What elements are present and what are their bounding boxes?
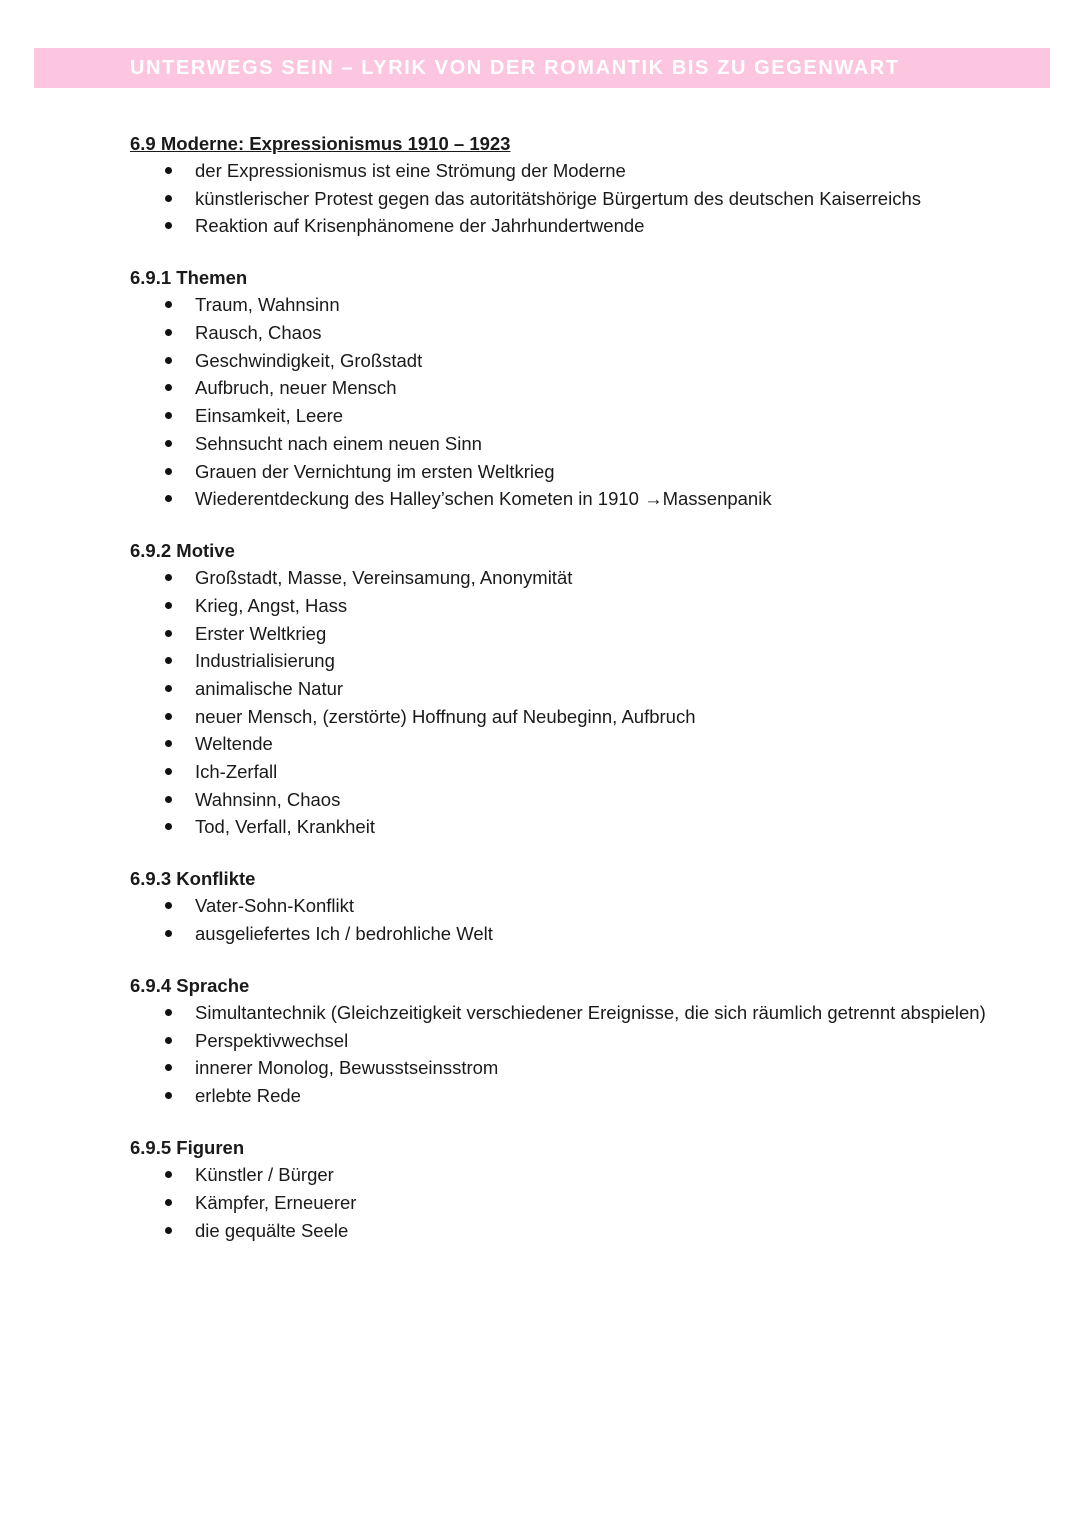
list-item xyxy=(130,731,990,758)
list-item-text: Künstler / Bürger xyxy=(195,1164,334,1186)
bullet-list xyxy=(130,893,990,947)
list-item-text: neuer Mensch, (zerstörte) Hoffnung auf Neubeginn, Aufbruch xyxy=(195,705,696,727)
list-item xyxy=(130,1162,990,1189)
bullet-icon xyxy=(165,768,172,775)
list-item-text: Reaktion auf Krisenphänomene der Jahrhundertwende xyxy=(195,215,645,237)
list-item xyxy=(130,348,990,375)
list-item-text: Kämpfer, Erneuerer xyxy=(195,1191,357,1213)
list-item-text: Perspektivwechsel xyxy=(195,1029,349,1051)
list-item xyxy=(130,648,990,675)
section-konflikte xyxy=(130,865,990,947)
list-item-text: Simultantechnik (Gleichzeitigkeit verschiedener Ereignisse, die sich räumlich getrennt abspielen) xyxy=(195,1002,986,1024)
list-item-text: ausgeliefertes Ich / bedrohliche Welt xyxy=(195,923,493,945)
bullet-icon xyxy=(165,468,172,475)
list-item xyxy=(130,676,990,703)
section-expressionismus xyxy=(130,130,990,240)
section-heading: 6.9 Moderne: Expressionismus 1910 – 1923 xyxy=(130,133,511,154)
bullet-icon xyxy=(165,167,172,174)
document-body xyxy=(130,130,990,1269)
section-figuren xyxy=(130,1134,990,1244)
list-item-text: die gequälte Seele xyxy=(195,1219,349,1241)
list-item-text: Tod, Verfall, Krankheit xyxy=(195,816,375,838)
list-item-text: Ich-Zerfall xyxy=(195,761,278,782)
list-item-text: der Expressionismus ist eine Strömung der Moderne xyxy=(195,160,626,181)
list-item-text: Geschwindigkeit, Großstadt xyxy=(195,349,423,371)
list-item-text: Grauen der Vernichtung im ersten Weltkrieg xyxy=(195,460,555,482)
bullet-icon xyxy=(165,357,172,364)
list-item-text: Wiederentdeckung des Halley’schen Kometen in 1910 →Massenpanik xyxy=(195,488,772,510)
bullet-icon xyxy=(165,1227,172,1234)
list-item xyxy=(130,565,990,592)
list-item-text: innerer Monolog, Bewusstseinsstrom xyxy=(195,1057,499,1079)
bullet-icon xyxy=(165,1037,172,1044)
bullet-icon xyxy=(165,823,172,830)
list-item xyxy=(130,759,990,786)
list-item xyxy=(130,787,990,814)
list-item xyxy=(130,1190,990,1217)
list-item xyxy=(130,292,990,319)
list-item xyxy=(130,213,990,240)
bullet-icon xyxy=(165,222,172,229)
list-item xyxy=(130,593,990,620)
bullet-icon xyxy=(165,1171,172,1178)
list-item xyxy=(130,459,990,486)
list-item-text: Vater-Sohn-Konflikt xyxy=(195,895,355,917)
list-item xyxy=(130,1028,990,1055)
bullet-icon xyxy=(165,329,172,336)
bullet-icon xyxy=(165,740,172,747)
bullet-icon xyxy=(165,301,172,308)
bullet-icon xyxy=(165,574,172,581)
list-item-text: Wahnsinn, Chaos xyxy=(195,788,341,810)
header-title: UNTERWEGS SEIN – LYRIK VON DER ROMANTIK BIS ZU GEGENWART xyxy=(130,57,900,79)
bullet-icon xyxy=(165,195,172,202)
section-heading: 6.9.1 Themen xyxy=(130,267,248,289)
section-heading: 6.9.5 Figuren xyxy=(130,1137,245,1159)
list-item xyxy=(130,814,990,841)
list-item xyxy=(130,186,990,213)
list-item-text: Aufbruch, neuer Mensch xyxy=(195,377,397,399)
list-item-text: animalische Natur xyxy=(195,677,344,699)
list-item xyxy=(130,1218,990,1245)
bullet-icon xyxy=(165,384,172,391)
section-motive xyxy=(130,537,990,841)
bullet-icon xyxy=(165,685,172,692)
bullet-list xyxy=(130,1000,990,1110)
list-item-text: Erster Weltkrieg xyxy=(195,622,327,644)
bullet-icon xyxy=(165,412,172,419)
bullet-icon xyxy=(165,630,172,637)
list-item xyxy=(130,1083,990,1110)
section-themen xyxy=(130,264,990,512)
bullet-list xyxy=(130,158,990,240)
list-item xyxy=(130,621,990,648)
list-item-text: Großstadt, Masse, Vereinsamung, Anonymität xyxy=(195,567,573,589)
list-item xyxy=(130,375,990,402)
list-item-text: Einsamkeit, Leere xyxy=(195,405,344,427)
section-heading: 6.9.3 Konflikte xyxy=(130,868,256,890)
list-item xyxy=(130,158,990,185)
list-item-text: Weltende xyxy=(195,733,273,755)
bullet-list xyxy=(130,292,990,512)
list-item xyxy=(130,320,990,347)
section-heading: 6.9.2 Motive xyxy=(130,540,235,562)
list-item xyxy=(130,1000,990,1027)
list-item-text: Traum, Wahnsinn xyxy=(195,294,340,316)
list-item xyxy=(130,431,990,458)
bullet-icon xyxy=(165,1009,172,1016)
bullet-icon xyxy=(165,713,172,720)
bullet-list xyxy=(130,1162,990,1244)
bullet-icon xyxy=(165,1199,172,1206)
list-item xyxy=(130,486,990,513)
header-band xyxy=(34,48,1050,88)
list-item xyxy=(130,403,990,430)
list-item-text: Krieg, Angst, Hass xyxy=(195,594,348,616)
bullet-icon xyxy=(165,657,172,664)
list-item-text: erlebte Rede xyxy=(195,1085,301,1107)
list-item xyxy=(130,921,990,948)
list-item xyxy=(130,893,990,920)
list-item xyxy=(130,704,990,731)
list-item-text: Sehnsucht nach einem neuen Sinn xyxy=(195,432,482,454)
bullet-icon xyxy=(165,796,172,803)
list-item-text: künstlerischer Protest gegen das autoritätshörige Bürgertum des deutschen Kaiserreichs xyxy=(195,187,921,209)
bullet-icon xyxy=(165,440,172,447)
bullet-icon xyxy=(165,1064,172,1071)
list-item xyxy=(130,1055,990,1082)
bullet-icon xyxy=(165,902,172,909)
bullet-icon xyxy=(165,1092,172,1099)
bullet-list xyxy=(130,565,990,841)
section-heading: 6.9.4 Sprache xyxy=(130,975,250,997)
list-item-text: Rausch, Chaos xyxy=(195,322,322,344)
bullet-icon xyxy=(165,930,172,937)
bullet-icon xyxy=(165,495,172,502)
bullet-icon xyxy=(165,602,172,609)
list-item-text: Industrialisierung xyxy=(195,650,335,672)
section-sprache xyxy=(130,972,990,1110)
